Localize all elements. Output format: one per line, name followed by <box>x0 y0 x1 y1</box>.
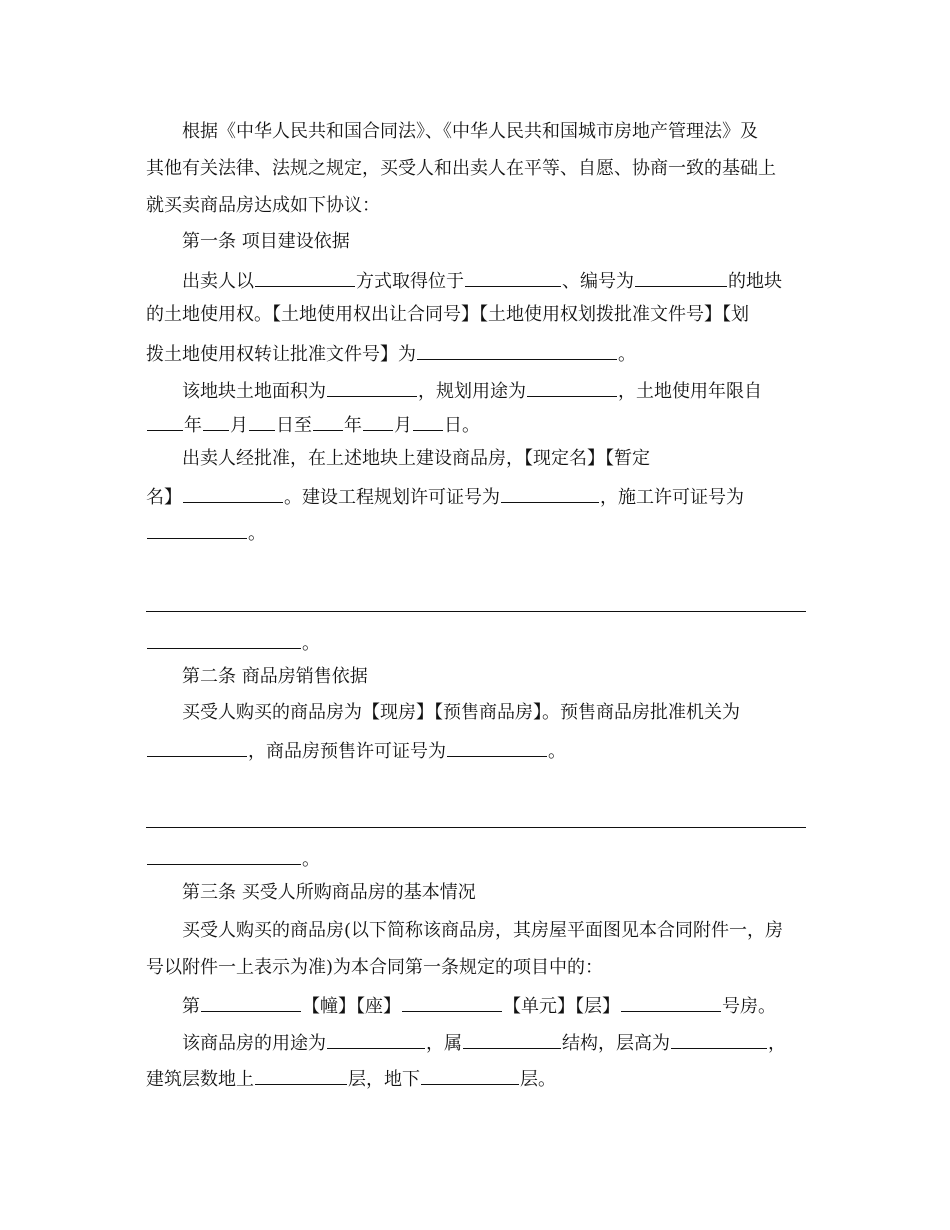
blank-field <box>363 412 393 431</box>
blank-field <box>313 412 343 431</box>
blank-field <box>527 378 617 397</box>
article-1-paragraph-8: 。 <box>146 520 266 545</box>
article-3-heading: 第三条 买受人所购商品房的基本情况 <box>182 882 476 903</box>
article-1-paragraph-9: 。 <box>146 630 320 655</box>
blank-field <box>147 630 301 649</box>
blank-field <box>635 268 727 287</box>
blank-field <box>463 1030 561 1049</box>
preamble-line-2: 其他有关法律、法规之规定，买受人和出卖人在平等、自愿、协商一致的基础上 <box>146 158 776 179</box>
article-1-paragraph-2: 的土地使用权。【土地使用权出让合同号】【土地使用权划拨批准文件号】【划 <box>146 304 749 325</box>
article-1-paragraph-1: 出卖人以 方式取得位于 、编号为 的地块 <box>182 268 782 293</box>
preamble-line-3: 就买卖商品房达成如下协议： <box>146 195 380 216</box>
blank-field <box>201 993 301 1012</box>
blank-field <box>465 268 561 287</box>
blank-field <box>183 484 283 503</box>
article-3-paragraph-2: 号以附件一上表示为准)为本合同第一条规定的项目中的： <box>146 957 604 978</box>
blank-field <box>402 993 502 1012</box>
article-2-paragraph-1: 买受人购买的商品房为【现房】【预售商品房】。预售商品房批准机关为 <box>182 702 740 723</box>
blank-field <box>327 378 417 397</box>
blank-field <box>413 412 443 431</box>
blank-field <box>417 341 617 360</box>
blank-field <box>203 412 229 431</box>
blank-field <box>621 993 721 1012</box>
blank-field <box>447 738 547 757</box>
blank-field <box>147 520 247 539</box>
article-1-paragraph-7: 名】 。建设工程规划许可证号为 ，施工许可证号为 <box>146 484 744 509</box>
article-3-paragraph-1: 买受人购买的商品房(以下简称该商品房，其房屋平面图见本合同附件一，房 <box>182 920 784 941</box>
blank-field <box>147 738 247 757</box>
blank-field <box>249 412 275 431</box>
article-1-paragraph-6: 出卖人经批准，在上述地块上建设商品房，【现定名】【暂定 <box>182 448 650 469</box>
preamble-line-1: 根据《中华人民共和国合同法》、《中华人民共和国城市房地产管理法》及 <box>182 121 758 142</box>
blank-field <box>255 268 355 287</box>
article-1-paragraph-5: 年 月 日至 年 月 日。 <box>146 412 480 437</box>
blank-field <box>327 1030 425 1049</box>
blank-line <box>146 827 806 828</box>
article-3-paragraph-3: 第 【幢】【座】 【单元】【层】 号房。 <box>182 993 776 1018</box>
blank-field <box>421 1066 519 1085</box>
article-3-paragraph-4: 该商品房的用途为 ，属 结构，层高为 ， <box>182 1030 786 1055</box>
article-1-paragraph-4: 该地块土地面积为 ，规划用途为 ，土地使用年限自 <box>182 378 762 403</box>
article-2-paragraph-2: ，商品房预售许可证号为 。 <box>146 738 566 763</box>
article-1-heading: 第一条 项目建设依据 <box>182 231 350 252</box>
blank-field <box>147 412 183 431</box>
article-2-heading: 第二条 商品房销售依据 <box>182 666 368 687</box>
blank-line <box>146 611 806 612</box>
article-2-paragraph-3: 。 <box>146 846 320 871</box>
blank-field <box>501 484 599 503</box>
article-1-paragraph-3: 拨土地使用权转让批准文件号】为 。 <box>146 341 636 366</box>
blank-field <box>671 1030 767 1049</box>
blank-field <box>147 846 301 865</box>
blank-field <box>255 1066 347 1085</box>
article-3-paragraph-5: 建筑层数地上 层，地下 层。 <box>146 1066 556 1091</box>
